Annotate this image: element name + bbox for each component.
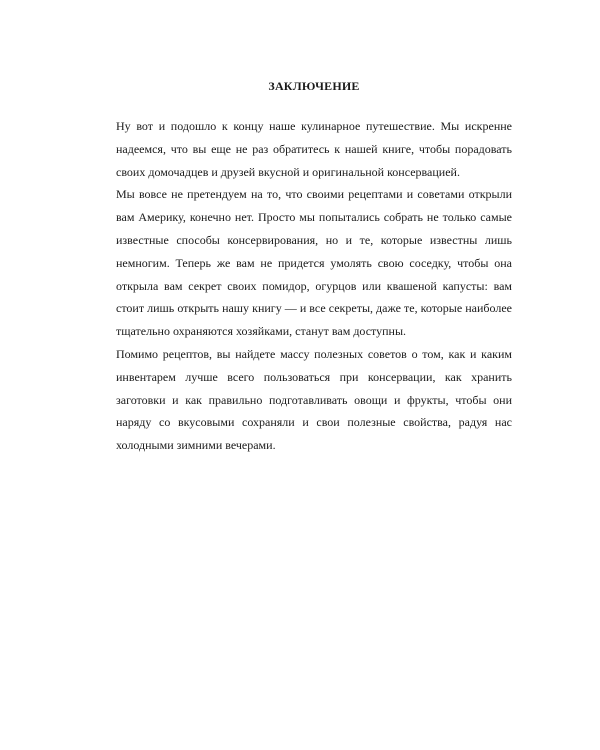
body-text <box>116 115 512 457</box>
paragraph-1: Ну вот и подошло к концу наше кулинарное путешествие. Мы искренне надеемся, что вы еще не раз обратитесь к нашей книге, чтобы порадовать своих домочадцев и друзей вкусной и оригинальной консервацией. <box>116 119 512 179</box>
paragraph-3: Помимо рецептов, вы найдете массу полезных советов о том, как и каким инвентарем лучше всего пользоваться при консервации, как хранить заготовки и как правильно подготавливать овощи и фрукты, чтобы они наряду со вкусовыми сохраняли и свои полезные свойства, радуя нас холодными зимними вечерами. <box>116 346 512 453</box>
page-title: ЗАКЛЮЧЕНИЕ <box>268 79 360 93</box>
paragraph-2: Мы вовсе не претендуем на то, что своими рецептами и советами открыли вам Америку, конечно нет. Просто мы попытались собрать не только самые известные способы консервирования, но и те, которые известны лишь немногим. Теперь же вам не придется умолять свою соседку, чтобы она открыла вам секрет своих помидор, огурцов или квашеной капусты: вам стоит лишь открыть нашу книгу — и все секреты, даже те, которые наиболее тщательно охраняются хозяйками, станут вам доступны. <box>116 187 512 339</box>
